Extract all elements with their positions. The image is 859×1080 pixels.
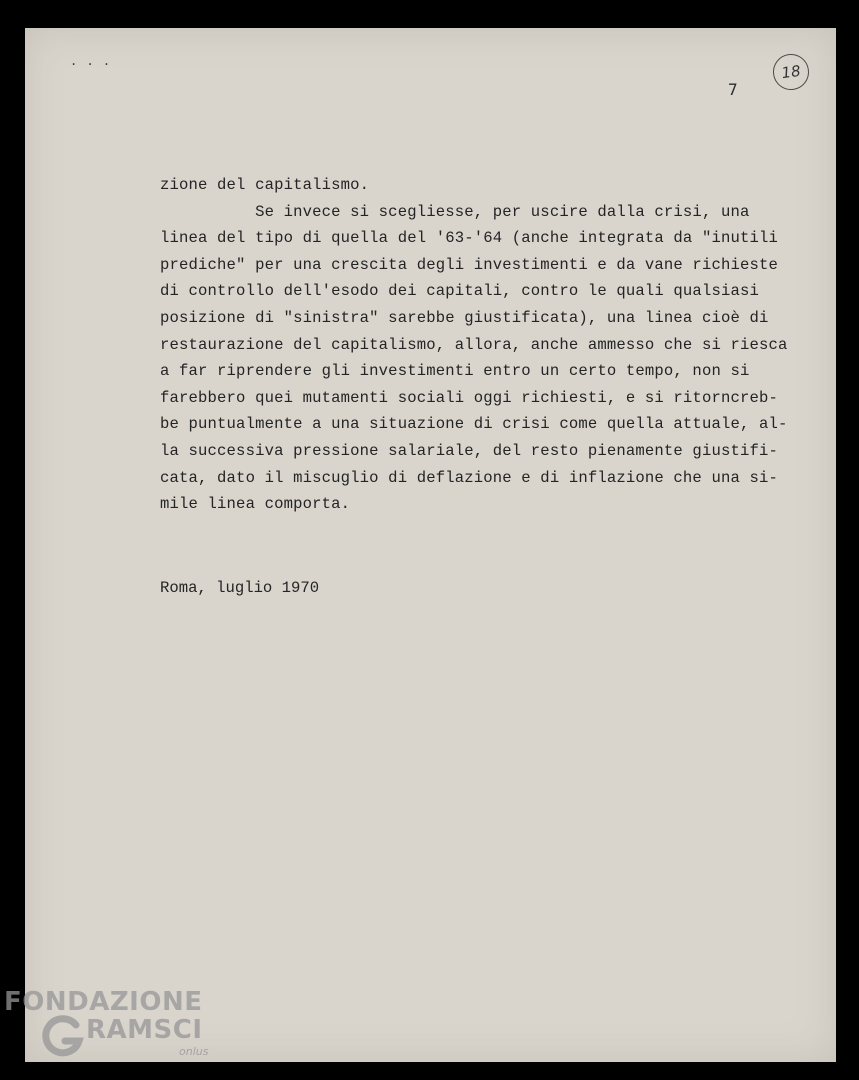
text-line: la successiva pressione salariale, del resto pienamente giustifi- [160,441,779,460]
watermark-line-2: RAMSCI [86,1015,203,1045]
text-line: cata, dato il miscuglio di deflazione e di inflazione che una si- [160,468,779,487]
text-line: posizione di "sinistra" sarebbe giustificata), una linea cioè di [160,308,769,327]
fondazione-gramsci-watermark [4,987,219,1077]
page-number: 7 [728,80,738,99]
text-line: farebbero quei mutamenti sociali oggi richiesti, e si ritorncreb- [160,388,779,407]
text-line: be puntualmente a una situazione di crisi come quella attuale, al- [160,415,788,434]
signoff-place-date: Roma, luglio 1970 [160,579,320,597]
watermark-line-3: onlus [179,1045,209,1058]
archive-number-text: 18 [780,61,802,83]
text-line: linea del tipo di quella del '63-'64 (anche integrata da "inutili [160,229,779,248]
typed-body-text [160,172,788,518]
corner-mark: . . . [70,54,112,68]
gramsci-g-icon [38,1011,88,1061]
text-line: prediche" per una crescita degli investimenti e da vane richieste [160,255,779,274]
watermark-line-1: FONDAZIONE [4,987,203,1017]
text-line: Se invece si scegliesse, per uscire dalla crisi, una [160,202,750,221]
text-line: di controllo dell'esodo dei capitali, contro le quali qualsiasi [160,282,759,301]
text-line: zione del capitalismo. [160,176,370,194]
text-line: a far riprendere gli investimenti entro un certo tempo, non si [160,362,750,381]
text-line: restaurazione del capitalismo, allora, anche ammesso che si riesca [160,335,788,354]
text-line: mile linea comporta. [160,495,351,514]
